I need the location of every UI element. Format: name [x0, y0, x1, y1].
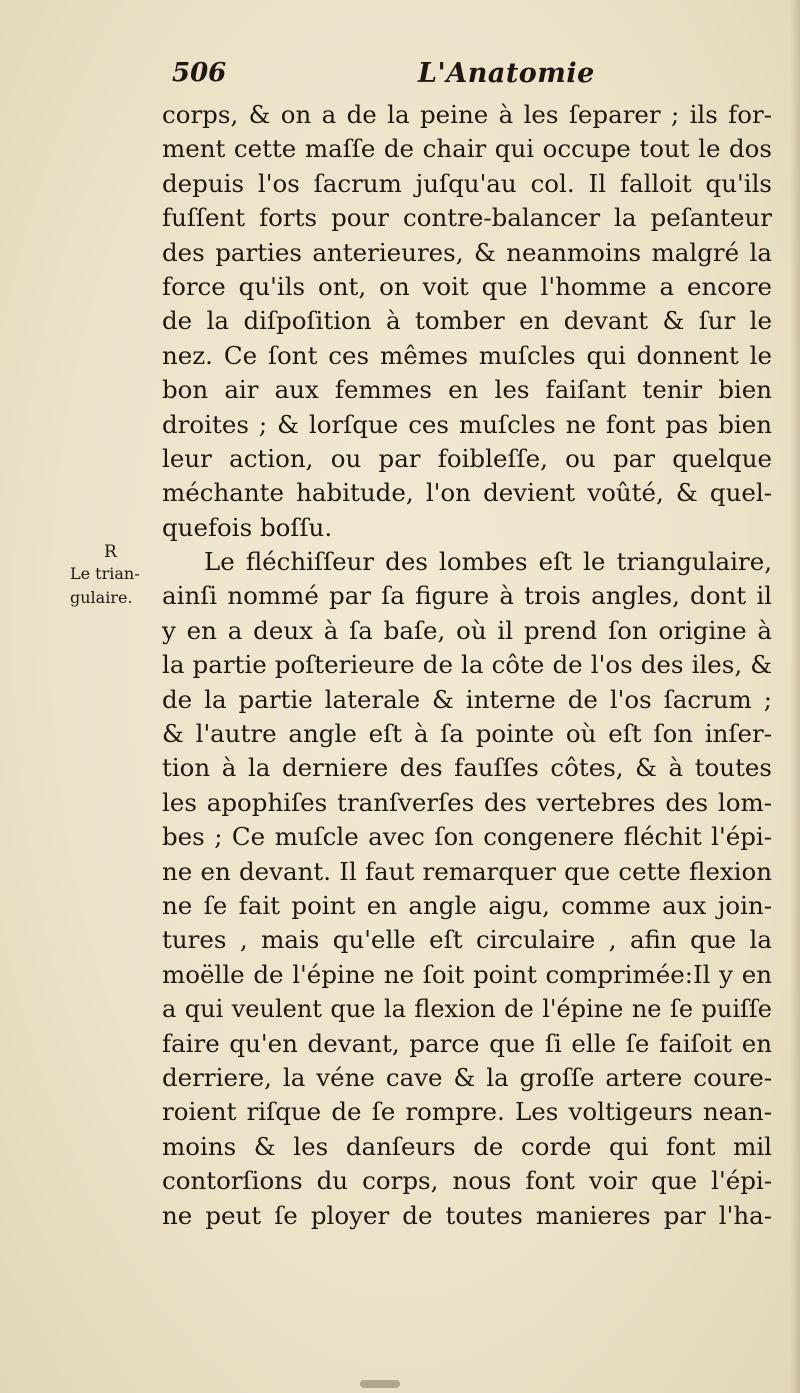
page-header — [172, 58, 772, 98]
text-line: roient riſque de ſe rompre. Les voltigeurs nean- — [162, 1097, 772, 1127]
text-line: moëlle de l'épine ne ſoit point comprimée:Il y en — [162, 959, 772, 989]
text-line: les apophiſes tranſverſes des vertebres des lom- — [162, 787, 772, 817]
page-number: 506 — [172, 58, 227, 88]
text-line: faire qu'en devant, parce que ſi elle ſe faiſoit en — [162, 1028, 772, 1058]
text-line: leur action, ou par foibleſſe, ou par quelque — [162, 443, 772, 473]
text-line: nez. Ce ſont ces mêmes muſcles qui donnent le — [162, 340, 772, 370]
text-line: tures , mais qu'elle eſt circulaire , afin que la — [162, 925, 772, 955]
text-line: depuis l'os ſacrum juſqu'au col. Il falloit qu'ils — [162, 168, 772, 198]
text-line: Le fléchiſſeur des lombes eſt le triangulaire, — [204, 547, 772, 577]
text-line: des parties anterieures, & neanmoins malgré la — [162, 237, 772, 267]
text-line: a qui veulent que la flexion de l'épine ne ſe puiſſe — [162, 995, 772, 1024]
margin-note — [70, 542, 160, 610]
ink-stain — [360, 1380, 400, 1388]
text-line: bon air aux femmes en les faiſant tenir bien — [162, 375, 772, 405]
margin-note-line: gulaire. — [70, 588, 133, 607]
text-line: quefois boſſu. — [162, 512, 333, 542]
body-text — [162, 98, 772, 1233]
text-line: force qu'ils ont, on voit que l'homme a encore — [162, 271, 772, 301]
text-line: droites ; & lorſque ces muſcles ne font pas bien — [162, 409, 772, 439]
margin-note-letter: R — [104, 542, 117, 562]
text-line: ment cette maſſe de chair qui occupe tout le dos — [162, 134, 772, 164]
text-line: la partie poſterieure de la côte de l'os des iles, & — [162, 650, 772, 680]
text-line: contorſions du corps, nous font voir que l'épi- — [162, 1166, 772, 1196]
text-line: de la diſpoſition à tomber en devant & ſur le — [162, 306, 772, 336]
running-title: L'Anatomie — [418, 58, 595, 89]
margin-note-line: Le trian- — [70, 564, 140, 583]
text-line: bes ; Ce muſcle avec ſon congenere fléchit l'épi- — [162, 822, 772, 852]
text-line: ne ſe fait point en angle aigu, comme aux join- — [162, 890, 772, 920]
text-line: & l'autre angle eſt à ſa pointe où eſt ſon inſer- — [162, 719, 772, 749]
text-line: ne en devant. Il faut remarquer que cette flexion — [162, 856, 772, 886]
text-line: méchante habitude, l'on devient voûté, & quel- — [162, 478, 772, 508]
text-line: tion à la derniere des fauſſes côtes, & à toutes — [162, 753, 772, 783]
text-line: y en a deux à ſa baſe, où il prend ſon origine à — [162, 615, 772, 645]
text-line: ainſi nommé par ſa figure à trois angles, dont il — [162, 581, 772, 611]
text-line: corps, & on a de la peine à les ſeparer ; ils for- — [162, 100, 772, 129]
page-edge-shadow — [790, 0, 800, 1393]
text-line: moins & les danſeurs de corde qui font mil — [162, 1131, 772, 1161]
text-line: de la partie laterale & interne de l'os ſacrum ; — [162, 684, 772, 714]
text-line: derriere, la véne cave & la groſſe artere coure- — [162, 1062, 772, 1092]
text-line: ne peut ſe ployer de toutes manieres par l'ha- — [162, 1200, 772, 1230]
text-line: fuſſent forts pour contre-balancer la peſanteur — [162, 203, 772, 233]
